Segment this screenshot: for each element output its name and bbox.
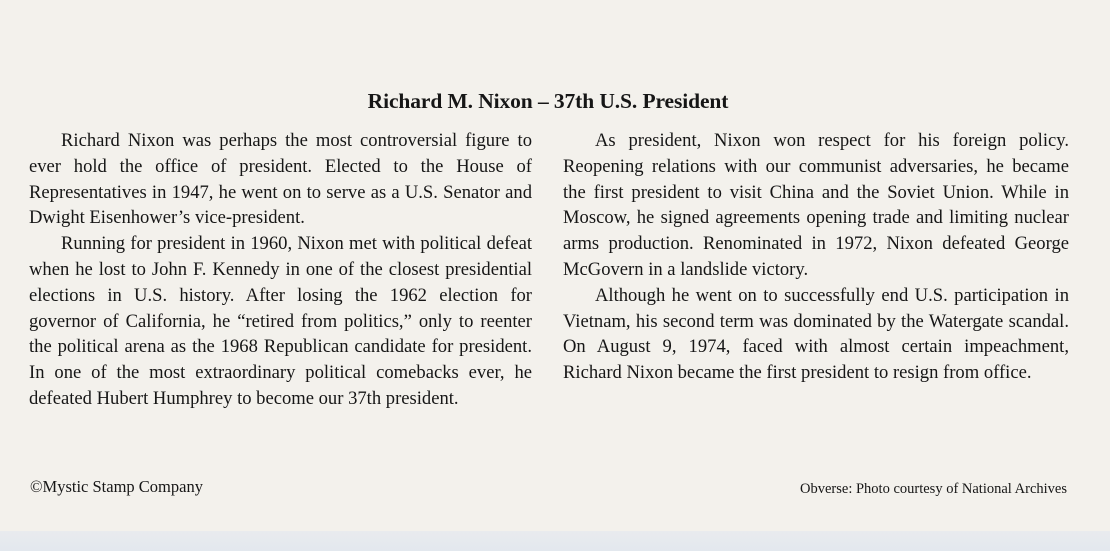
left-column xyxy=(29,128,532,412)
scan-bottom-edge xyxy=(0,531,1110,551)
document-title: Richard M. Nixon – 37th U.S. President xyxy=(367,89,729,113)
paragraph-comeback: Running for president in 1960, Nixon met with political defeat when he lost to John F. Kennedy in one of the closest presidential elections in U.S. history. After losing the 1962 election for governor of California, he “retired from politics,” only to reenter the political arena as the 1968 Republican candidate for president. In one of the most extraordinary political comebacks ever, he defeated Hubert Humphrey to become our 37th president. xyxy=(29,233,532,409)
paragraph-watergate: Although he went on to successfully end U.S. participation in Vietnam, his second term was dominated by the Watergate scandal. On August 9, 1974, faced with almost certain impeachment, Richard Nixon became the first president to resign from office. xyxy=(563,284,1069,384)
paragraph-early-career: Richard Nixon was perhaps the most controversial figure to ever hold the office of president. Elected to the House of Representatives in 1947, he went on to serve as a U.S. Senator and Dwight Eisenhower’s vice-president. xyxy=(29,130,532,229)
paragraph-foreign-policy: As president, Nixon won respect for his foreign policy. Reopening relations with our communist adversaries, he became the first president to visit China and the Soviet Union. While in Moscow, he signed agreements opening trade and limiting nuclear arms production. Renominated in 1972, Nixon defeated George McGovern in a landslide victory. xyxy=(563,130,1069,280)
photo-credit: Obverse: Photo courtesy of National Archives xyxy=(800,481,1067,497)
copyright-notice: ©Mystic Stamp Company xyxy=(30,477,203,496)
right-column xyxy=(563,128,1069,386)
